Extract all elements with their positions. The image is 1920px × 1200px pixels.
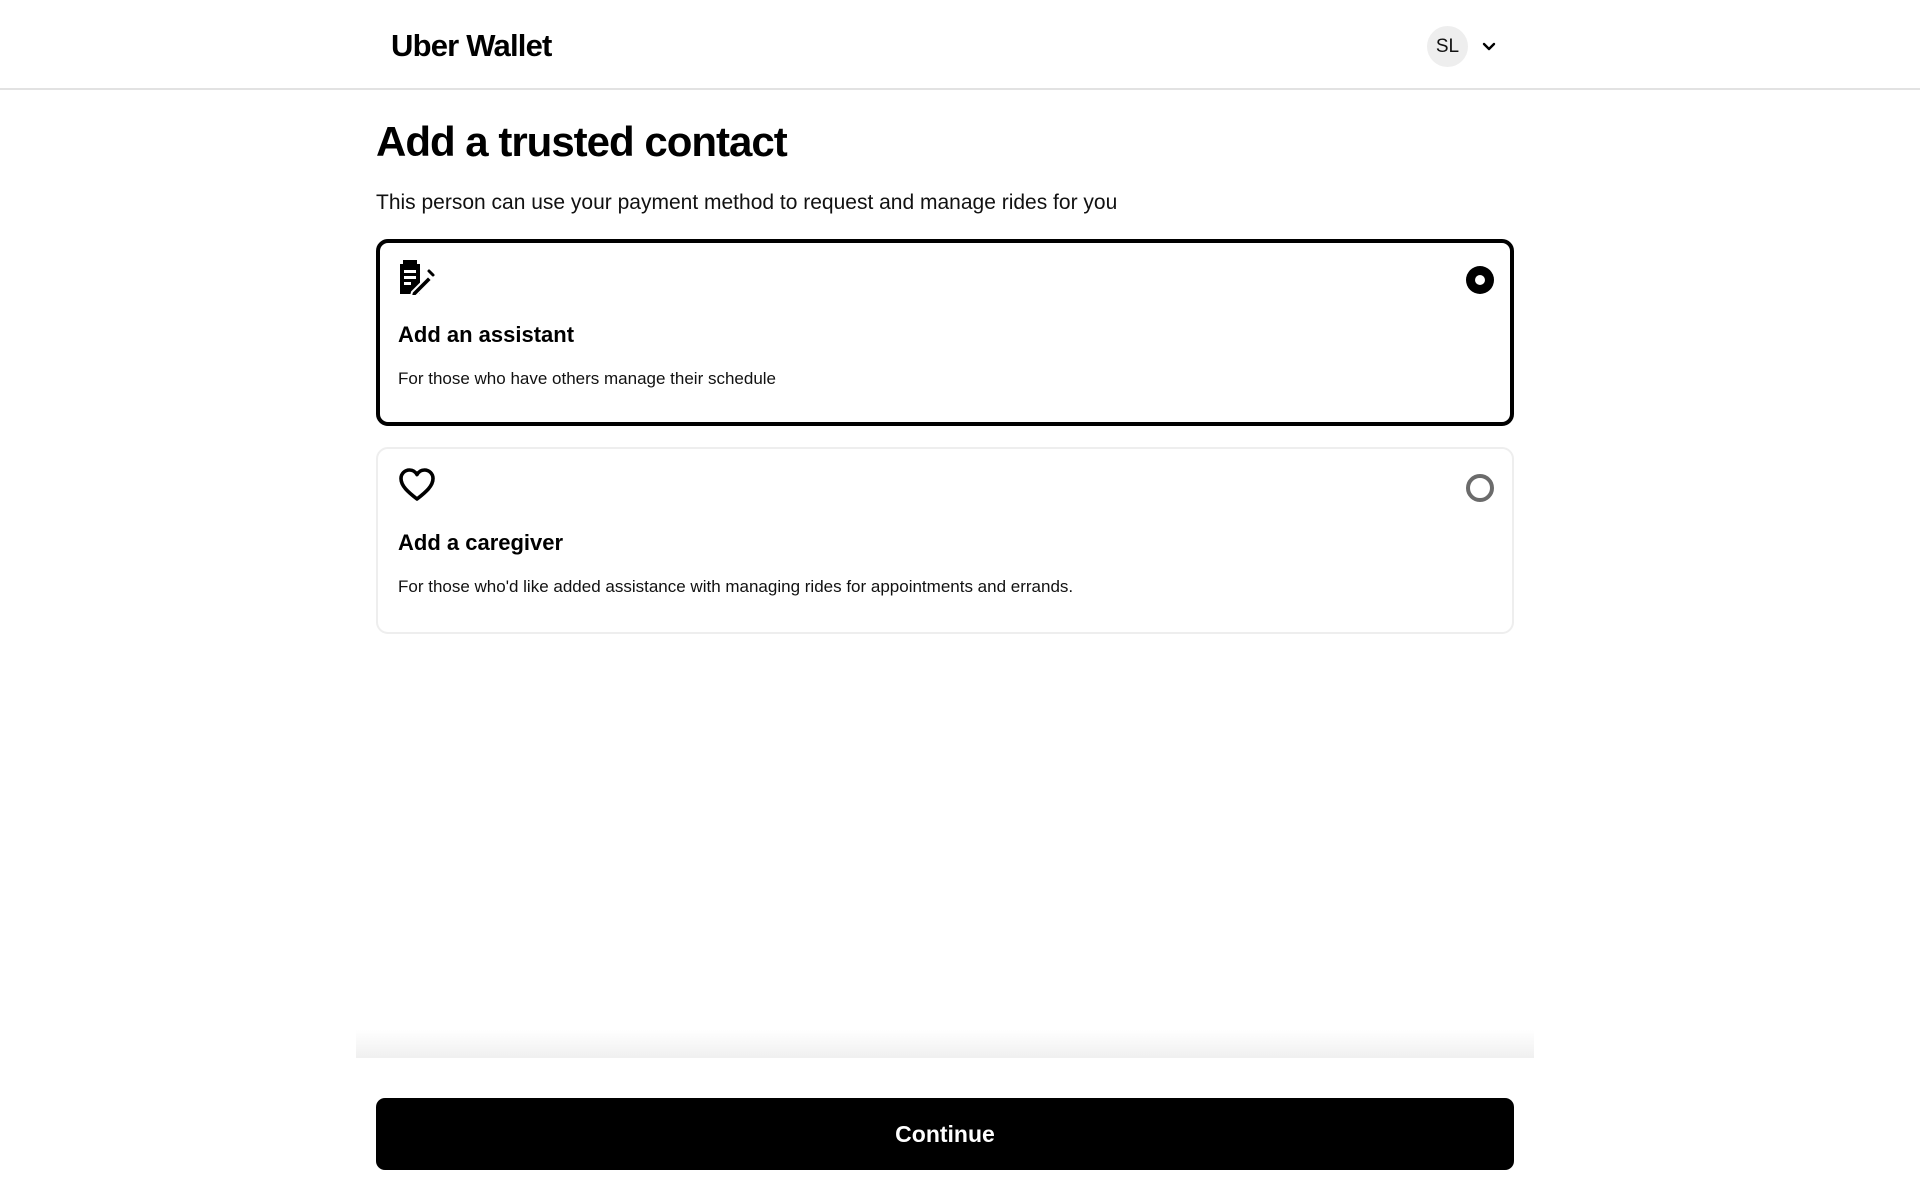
- option-title: Add an assistant: [398, 322, 575, 347]
- brand-logo[interactable]: Uber Wallet: [391, 28, 552, 63]
- chevron-down-icon[interactable]: [1478, 35, 1500, 57]
- option-card-caregiver[interactable]: [376, 447, 1514, 634]
- option-description: For those who have others manage their schedule: [398, 369, 777, 388]
- top-nav: [0, 0, 1920, 90]
- user-avatar[interactable]: SL: [1427, 26, 1468, 67]
- option-description: For those who'd like added assistance with managing rides for appointments and errands.: [398, 577, 1074, 596]
- option-card-assistant[interactable]: [376, 239, 1514, 426]
- option-title: Add a caregiver: [398, 530, 564, 555]
- radio-selected[interactable]: [1466, 266, 1494, 294]
- footer-shadow: [356, 1030, 1534, 1058]
- radio-unselected[interactable]: [1466, 474, 1494, 502]
- clipboard-edit-icon: [398, 258, 436, 296]
- page-title: Add a trusted contact: [376, 118, 787, 165]
- heart-icon: [398, 466, 436, 504]
- continue-button[interactable]: Continue: [376, 1098, 1514, 1170]
- page-subtitle: This person can use your payment method to request and manage rides for you: [376, 191, 1118, 214]
